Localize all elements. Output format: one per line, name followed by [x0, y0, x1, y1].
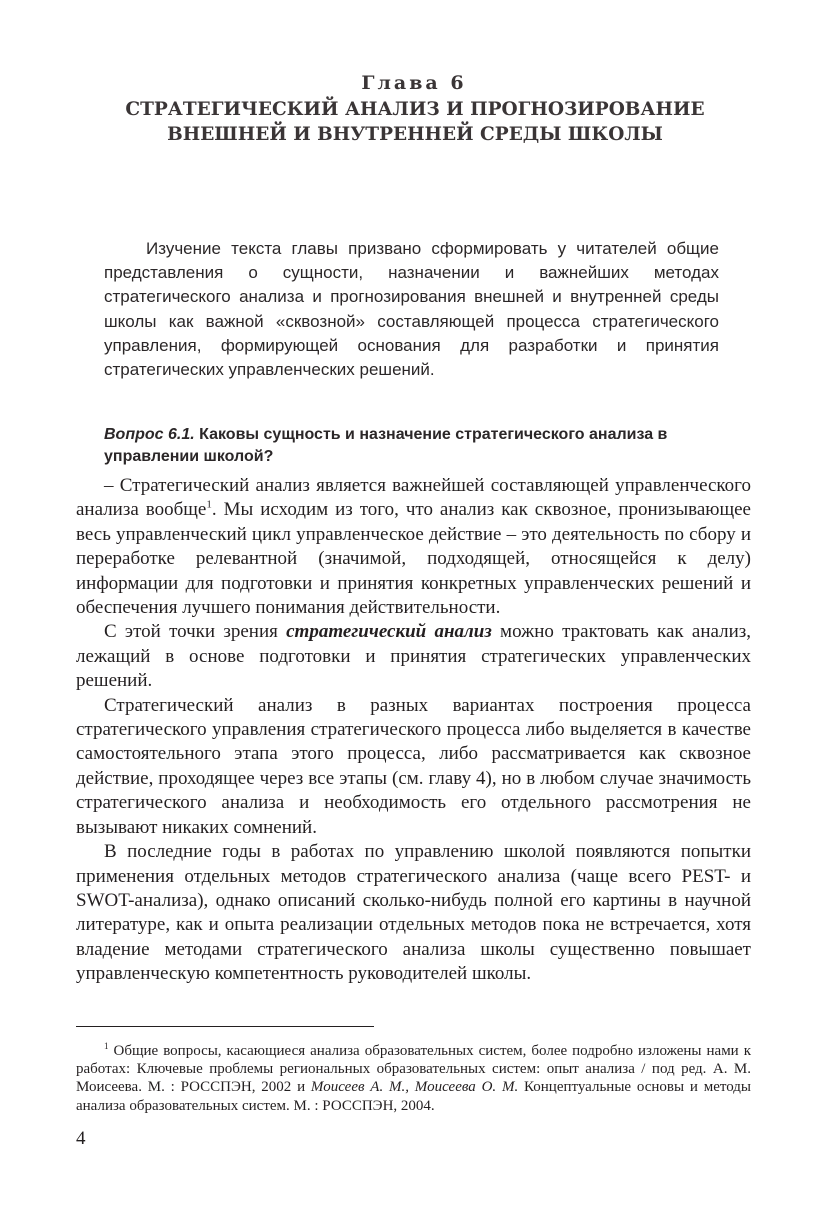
- page-number: 4: [76, 1128, 86, 1149]
- question-heading: [104, 424, 754, 467]
- paragraph-2: [76, 620, 751, 693]
- footnote-text-a: Общие вопросы, касающиеся анализа образовательных систем, более подробно изложены нами к работах: Ключевые проблемы региональных образовательных систем: опыт анализа / под ред. А. М. Моисеева. М. : РОССПЭН, 2002 и: [76, 1043, 751, 1096]
- footnote-authors: Моисеев А. М., Моисеева О. М.: [310, 1079, 519, 1096]
- paragraph-3: Стратегический анализ в разных вариантах построения процесса стратегического управления стратегического процесса либо выделяется в качестве самостоятельного этапа этого процесса, либо рассматривается как сквозное действие, проходящее через все этапы (см. главу 4), но в любом случае значимость стратегического анализа и необходимость его отдельного рассмотрения не вызывают никаких сомнений.: [76, 694, 751, 838]
- footnote-text-b: Концептуальные основы и методы анализа образовательных систем. М. : РОССПЭН, 2004.: [76, 1079, 751, 1114]
- paragraph-2-part-b: можно трактовать как анализ, лежащий в основе подготовки и принятия стратегических управленческих решений.: [76, 621, 752, 692]
- body-text: [76, 474, 751, 987]
- footnote-paragraph: [76, 1042, 751, 1115]
- footnote: [76, 1042, 751, 1115]
- paragraph-1-part-a: – Стратегический анализ является важнейшей составляющей управленческого анализа вообще: [76, 475, 751, 521]
- abstract-paragraph: Изучение текста главы призвано сформировать у читателей общие представления о сущности, назначении и важнейших методах стратегического анализа и прогнозирования внешней и внутренней среды школы как важной «сквозной» составляющей процесса стратегического управления, формирующей основания для разработки и принятия стратегических управленческих решений.: [104, 239, 719, 380]
- chapter-title: СТРАТЕГИЧЕСКИЙ АНАЛИЗ И ПРОГНОЗИРОВАНИЕ ВНЕШНЕЙ И ВНУТРЕННЕЙ СРЕДЫ ШКОЛЫ: [125, 99, 705, 145]
- footnote-ref: 1: [206, 499, 212, 512]
- paragraph-1-part-b: . Мы исходим из того, что анализ как сквозное, пронизывающее весь управленческий цикл управленческое действие – это деятельность по сбору и переработке релевантной (значимой, подходящей, относящейся к делу) информации для подготовки и принятия конкретных управленческих решений и обеспечения лучшего понимания действительности.: [76, 499, 751, 619]
- paragraph-4: В последние годы в работах по управлению школой появляются попытки применения отдельных методов стратегического анализа (чаще всего PEST- и SWOT-анализа), однако описаний сколько-нибудь полной его картины в научной литературе, как и опыта реализации отдельных методов пока не встречается, хотя владение методами стратегического анализа школы существенно повышает управленческую компетентность руководителей школы.: [76, 841, 751, 985]
- paragraph-1: [76, 474, 751, 620]
- question-text: Каковы сущность и назначение стратегического анализа в управлении школой?: [104, 426, 668, 465]
- footnote-divider: [76, 1026, 374, 1027]
- chapter-label: Глава 6: [361, 72, 467, 94]
- paragraph-2-part-a: С этой точки зрения: [104, 621, 287, 643]
- footnote-marker: 1: [104, 1041, 109, 1051]
- chapter-abstract: [104, 237, 719, 382]
- paragraph-2-term: стратегический анализ: [286, 621, 492, 643]
- question-number: Вопрос 6.1.: [104, 426, 195, 443]
